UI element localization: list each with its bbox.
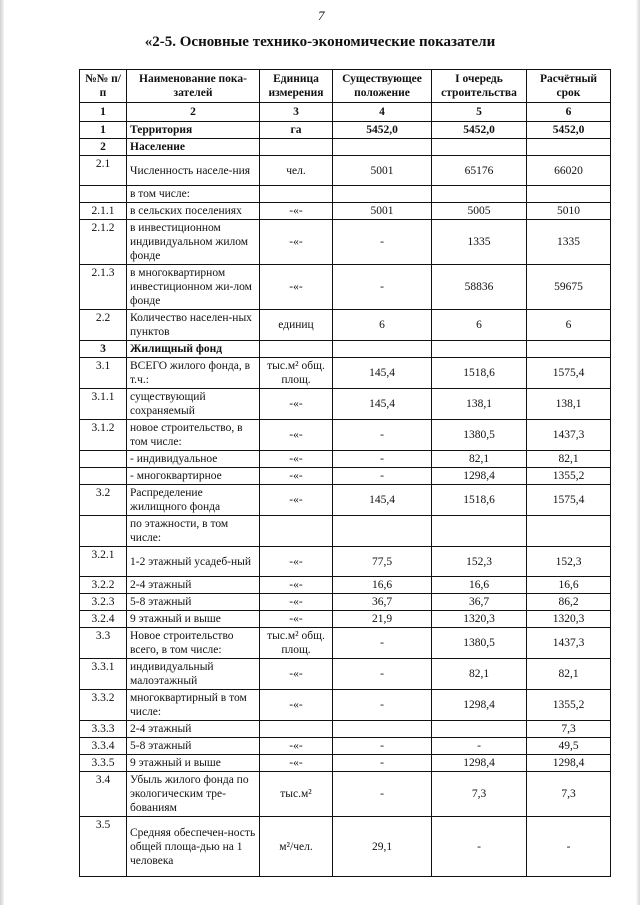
final-value-cell: 16,6 — [527, 577, 611, 594]
stage1-value-cell: 16,6 — [432, 577, 527, 594]
table-row — [80, 738, 611, 755]
indicator-name-cell: Количество населен-ных пунктов — [127, 310, 260, 341]
unit-cell: га — [260, 122, 333, 139]
existing-value-cell: - — [333, 690, 432, 721]
row-number-cell: 3.3.2 — [80, 690, 127, 721]
table-header-row — [80, 70, 611, 103]
row-number-cell: 2.1.1 — [80, 203, 127, 220]
header-number-cell: 4 — [333, 103, 432, 122]
final-value-cell — [527, 139, 611, 156]
unit-cell: -«- — [260, 594, 333, 611]
table-row — [80, 186, 611, 203]
row-number-cell: 3.2.2 — [80, 577, 127, 594]
row-number-cell: 3.1.2 — [80, 420, 127, 451]
unit-cell: -«- — [260, 577, 333, 594]
final-value-cell: 49,5 — [527, 738, 611, 755]
stage1-value-cell — [432, 341, 527, 358]
unit-cell: -«- — [260, 265, 333, 310]
final-value-cell: 1355,2 — [527, 468, 611, 485]
row-number-cell: 2.1.3 — [80, 265, 127, 310]
final-value-cell: 1335 — [527, 220, 611, 265]
unit-cell: -«- — [260, 485, 333, 516]
unit-cell: -«- — [260, 755, 333, 772]
stage1-value-cell: 1380,5 — [432, 628, 527, 659]
final-value-cell: 152,3 — [527, 547, 611, 577]
unit-cell — [260, 516, 333, 547]
indicator-name-cell: Население — [127, 139, 260, 156]
table-row — [80, 772, 611, 817]
existing-value-cell: 16,6 — [333, 577, 432, 594]
indicator-name-cell: индивидуальный малоэтажный — [127, 659, 260, 690]
stage1-value-cell: 1380,5 — [432, 420, 527, 451]
row-number-cell — [80, 186, 127, 203]
indicator-name-cell: 2-4 этажный — [127, 721, 260, 738]
final-value-cell: 82,1 — [527, 659, 611, 690]
indicator-name-cell: 1-2 этажный усадеб-ный — [127, 547, 260, 577]
stage1-value-cell: 82,1 — [432, 659, 527, 690]
indicator-name-cell: Распределение жилищного фонда — [127, 485, 260, 516]
unit-cell: -«- — [260, 690, 333, 721]
indicator-name-cell: Жилищный фонд — [127, 341, 260, 358]
table-row — [80, 310, 611, 341]
indicator-name-cell: Численность населе-ния — [127, 156, 260, 186]
header-number-cell: 2 — [127, 103, 260, 122]
final-value-cell: - — [527, 817, 611, 877]
unit-cell: тыс.м² — [260, 772, 333, 817]
unit-cell: -«- — [260, 220, 333, 265]
stage1-value-cell: 58836 — [432, 265, 527, 310]
header-cell: Расчётный срок — [527, 70, 611, 103]
unit-cell — [260, 186, 333, 203]
existing-value-cell: 21,9 — [333, 611, 432, 628]
header-number-cell: 6 — [527, 103, 611, 122]
table-row — [80, 156, 611, 186]
indicator-name-cell: многоквартирный в том числе: — [127, 690, 260, 721]
existing-value-cell: 5001 — [333, 203, 432, 220]
unit-cell: -«- — [260, 468, 333, 485]
unit-cell: тыс.м² общ. площ. — [260, 358, 333, 389]
unit-cell: -«- — [260, 451, 333, 468]
row-number-cell: 2 — [80, 139, 127, 156]
stage1-value-cell: 6 — [432, 310, 527, 341]
final-value-cell: 138,1 — [527, 389, 611, 420]
final-value-cell — [527, 186, 611, 203]
unit-cell: -«- — [260, 659, 333, 690]
existing-value-cell: - — [333, 628, 432, 659]
row-number-cell: 3.5 — [80, 817, 127, 877]
table-row — [80, 628, 611, 659]
table-row — [80, 755, 611, 772]
row-number-cell — [80, 516, 127, 547]
existing-value-cell — [333, 516, 432, 547]
existing-value-cell: 6 — [333, 310, 432, 341]
stage1-value-cell — [432, 186, 527, 203]
indicator-name-cell: - индивидуальное — [127, 451, 260, 468]
stage1-value-cell: 1298,4 — [432, 755, 527, 772]
header-cell: I очередь строительства — [432, 70, 527, 103]
unit-cell: -«- — [260, 420, 333, 451]
row-number-cell: 2.1.2 — [80, 220, 127, 265]
stage1-value-cell: 1320,3 — [432, 611, 527, 628]
final-value-cell: 7,3 — [527, 721, 611, 738]
unit-cell: -«- — [260, 738, 333, 755]
existing-value-cell: 145,4 — [333, 485, 432, 516]
stage1-value-cell — [432, 516, 527, 547]
stage1-value-cell: 1518,6 — [432, 485, 527, 516]
table-row — [80, 485, 611, 516]
indicator-name-cell: Средняя обеспечен-ность общей площа-дью на 1 человека — [127, 817, 260, 877]
stage1-value-cell: 65176 — [432, 156, 527, 186]
existing-value-cell: - — [333, 220, 432, 265]
final-value-cell — [527, 516, 611, 547]
existing-value-cell: 77,5 — [333, 547, 432, 577]
stage1-value-cell — [432, 721, 527, 738]
row-number-cell: 3.4 — [80, 772, 127, 817]
indicator-name-cell: 5-8 этажный — [127, 594, 260, 611]
final-value-cell: 82,1 — [527, 451, 611, 468]
final-value-cell: 5010 — [527, 203, 611, 220]
existing-value-cell: 29,1 — [333, 817, 432, 877]
stage1-value-cell: - — [432, 738, 527, 755]
row-number-cell — [80, 451, 127, 468]
table-row — [80, 594, 611, 611]
row-number-cell: 3.2.4 — [80, 611, 127, 628]
existing-value-cell: 36,7 — [333, 594, 432, 611]
unit-cell: тыс.м² общ. площ. — [260, 628, 333, 659]
indicator-name-cell: в инвестиционном индивидуальном жилом фонде — [127, 220, 260, 265]
existing-value-cell: - — [333, 451, 432, 468]
existing-value-cell: - — [333, 738, 432, 755]
existing-value-cell: 145,4 — [333, 358, 432, 389]
indicator-name-cell: 5-8 этажный — [127, 738, 260, 755]
table-row — [80, 817, 611, 877]
stage1-value-cell — [432, 139, 527, 156]
header-cell: Наименование пока-зателей — [127, 70, 260, 103]
indicator-name-cell: Новое строительство всего, в том числе: — [127, 628, 260, 659]
row-number-cell: 3.2.3 — [80, 594, 127, 611]
stage1-value-cell: 36,7 — [432, 594, 527, 611]
unit-cell — [260, 721, 333, 738]
indicator-name-cell: ВСЕГО жилого фонда, в т.ч.: — [127, 358, 260, 389]
table-row — [80, 341, 611, 358]
indicator-name-cell: 9 этажный и выше — [127, 755, 260, 772]
final-value-cell: 1437,3 — [527, 420, 611, 451]
row-number-cell: 3.3.3 — [80, 721, 127, 738]
final-value-cell: 86,2 — [527, 594, 611, 611]
unit-cell: -«- — [260, 203, 333, 220]
row-number-cell: 1 — [80, 122, 127, 139]
row-number-cell — [80, 468, 127, 485]
indicator-name-cell: 2-4 этажный — [127, 577, 260, 594]
existing-value-cell — [333, 139, 432, 156]
final-value-cell: 59675 — [527, 265, 611, 310]
final-value-cell: 1437,3 — [527, 628, 611, 659]
existing-value-cell — [333, 186, 432, 203]
indicators-table — [79, 69, 611, 877]
row-number-cell: 3.1.1 — [80, 389, 127, 420]
indicator-name-cell: Территория — [127, 122, 260, 139]
scan-edge-left — [0, 0, 4, 905]
unit-cell — [260, 341, 333, 358]
table-header-numbers-row — [80, 103, 611, 122]
header-number-cell: 5 — [432, 103, 527, 122]
scan-edge-right — [636, 0, 640, 905]
existing-value-cell: 145,4 — [333, 389, 432, 420]
indicator-name-cell: - многоквартирное — [127, 468, 260, 485]
table-row — [80, 611, 611, 628]
existing-value-cell: 5001 — [333, 156, 432, 186]
page-number: 7 — [318, 8, 325, 23]
unit-cell: чел. — [260, 156, 333, 186]
page-title: «2-5. Основные технико-экономические показатели — [144, 34, 496, 50]
table-row — [80, 690, 611, 721]
table-row — [80, 468, 611, 485]
stage1-value-cell: - — [432, 817, 527, 877]
row-number-cell: 3.3.5 — [80, 755, 127, 772]
row-number-cell: 3.2.1 — [80, 547, 127, 577]
unit-cell: -«- — [260, 611, 333, 628]
table-row — [80, 203, 611, 220]
final-value-cell: 7,3 — [527, 772, 611, 817]
existing-value-cell: - — [333, 755, 432, 772]
table-row — [80, 389, 611, 420]
row-number-cell: 2.2 — [80, 310, 127, 341]
row-number-cell: 3.3.1 — [80, 659, 127, 690]
unit-cell: единиц — [260, 310, 333, 341]
final-value-cell: 1298,4 — [527, 755, 611, 772]
table-row — [80, 420, 611, 451]
table-body — [80, 122, 611, 877]
row-number-cell: 3.2 — [80, 485, 127, 516]
table-row — [80, 451, 611, 468]
table-row — [80, 358, 611, 389]
table-row — [80, 547, 611, 577]
existing-value-cell — [333, 341, 432, 358]
header-cell: Существующее положение — [333, 70, 432, 103]
indicator-name-cell: 9 этажный и выше — [127, 611, 260, 628]
table-row — [80, 721, 611, 738]
stage1-value-cell: 1335 — [432, 220, 527, 265]
final-value-cell: 1575,4 — [527, 485, 611, 516]
stage1-value-cell: 82,1 — [432, 451, 527, 468]
existing-value-cell: - — [333, 772, 432, 817]
unit-cell: -«- — [260, 389, 333, 420]
stage1-value-cell: 152,3 — [432, 547, 527, 577]
table-row — [80, 577, 611, 594]
row-number-cell: 3.1 — [80, 358, 127, 389]
header-number-cell: 1 — [80, 103, 127, 122]
stage1-value-cell: 1298,4 — [432, 690, 527, 721]
header-cell: Единица измерения — [260, 70, 333, 103]
stage1-value-cell: 1298,4 — [432, 468, 527, 485]
table-row — [80, 139, 611, 156]
row-number-cell: 3.3 — [80, 628, 127, 659]
row-number-cell: 3.3.4 — [80, 738, 127, 755]
final-value-cell: 6 — [527, 310, 611, 341]
header-number-cell: 3 — [260, 103, 333, 122]
stage1-value-cell: 7,3 — [432, 772, 527, 817]
existing-value-cell: - — [333, 265, 432, 310]
existing-value-cell: - — [333, 468, 432, 485]
header-cell: №№ п/п — [80, 70, 127, 103]
stage1-value-cell: 1518,6 — [432, 358, 527, 389]
indicator-name-cell: в сельских поселениях — [127, 203, 260, 220]
final-value-cell: 1355,2 — [527, 690, 611, 721]
unit-cell: м²/чел. — [260, 817, 333, 877]
final-value-cell: 1575,4 — [527, 358, 611, 389]
unit-cell: -«- — [260, 547, 333, 577]
table-row — [80, 659, 611, 690]
existing-value-cell: - — [333, 420, 432, 451]
indicator-name-cell: Убыль жилого фонда по экологическим тре-бованиям — [127, 772, 260, 817]
table-row — [80, 220, 611, 265]
final-value-cell: 1320,3 — [527, 611, 611, 628]
final-value-cell: 5452,0 — [527, 122, 611, 139]
indicator-name-cell: новое строительство, в том числе: — [127, 420, 260, 451]
indicator-name-cell: в том числе: — [127, 186, 260, 203]
unit-cell — [260, 139, 333, 156]
stage1-value-cell: 5005 — [432, 203, 527, 220]
stage1-value-cell: 5452,0 — [432, 122, 527, 139]
existing-value-cell: - — [333, 659, 432, 690]
existing-value-cell: 5452,0 — [333, 122, 432, 139]
row-number-cell: 2.1 — [80, 156, 127, 186]
indicator-name-cell: в многоквартирном инвестиционном жи-лом фонде — [127, 265, 260, 310]
row-number-cell: 3 — [80, 341, 127, 358]
table-row — [80, 265, 611, 310]
final-value-cell — [527, 341, 611, 358]
final-value-cell: 66020 — [527, 156, 611, 186]
existing-value-cell — [333, 721, 432, 738]
indicator-name-cell: по этажности, в том числе: — [127, 516, 260, 547]
table-row — [80, 122, 611, 139]
stage1-value-cell: 138,1 — [432, 389, 527, 420]
indicator-name-cell: существующий сохраняемый — [127, 389, 260, 420]
table-row — [80, 516, 611, 547]
